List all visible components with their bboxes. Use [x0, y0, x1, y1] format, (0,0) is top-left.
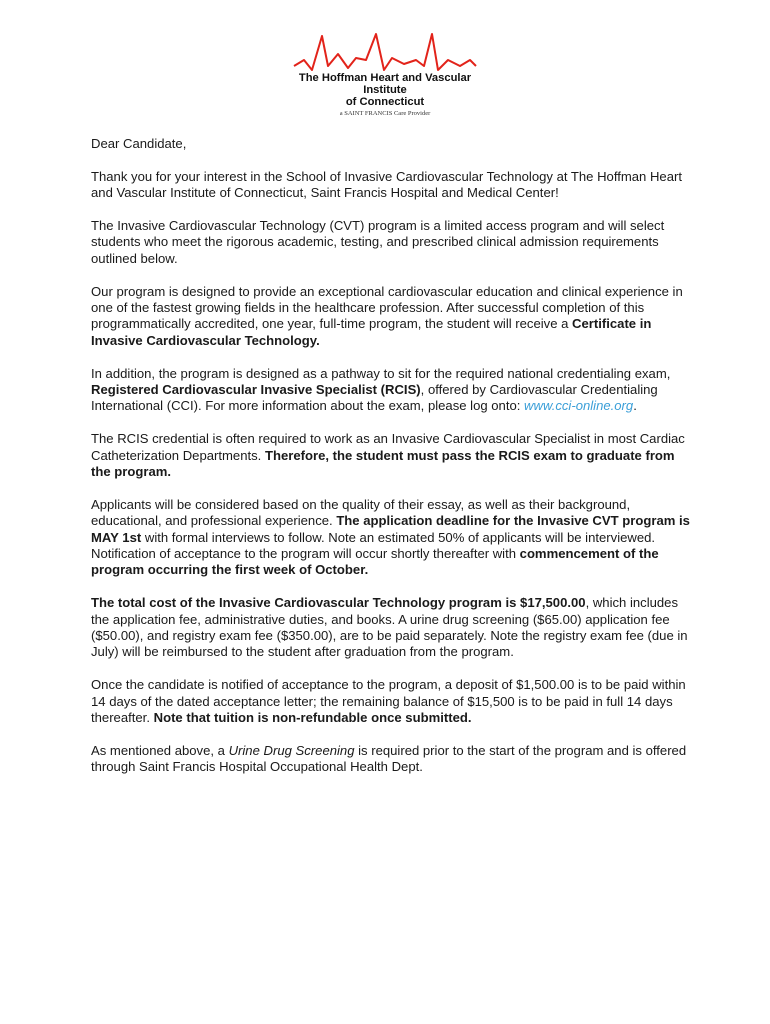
paragraph-deposit: Once the candidate is notified of acceptance to the program, a deposit of $1,500.00 is to be paid within 14 days of the dated acceptance letter; the remaining balance of $15,500 is to be paid in full 14 days thereafter. Note that tuition is non-refundable once submitted. [91, 677, 686, 726]
paragraph-cost: The total cost of the Invasive Cardiovascular Technology program is $17,500.00, which includes the application fee, administrative duties, and books. A urine drug screening ($65.00) application fee ($50.00), and registry exam fee ($350.00), are to be paid separately. Note the registry exam fee (due in July) will be reimbursed to the student after graduation from the program. [91, 595, 688, 660]
heartbeat-wave-icon [292, 30, 478, 72]
salutation: Dear Candidate, [91, 136, 187, 151]
paragraph-rcis-requirement: The RCIS credential is often required to work as an Invasive Cardiovascular Specialist in most Cardiac Catheterization Departments. Therefore, the student must pass the RCIS exam to graduate from the program. [91, 431, 685, 480]
rcis-exam-requirement: Therefore, the student must pass the RCIS exam to graduate from the program. [91, 447, 675, 480]
letter-body [91, 136, 691, 792]
paragraph-program-access: The Invasive Cardiovascular Technology (CVT) program is a limited access program and will select students who meet the rigorous academic, testing, and prescribed clinical admission requirements outlined below. [91, 218, 665, 266]
logo-tagline: a SAINT FRANCIS Care Provider [339, 110, 431, 117]
drug-screening-term: Urine Drug Screening [228, 742, 355, 758]
institute-logo [292, 30, 478, 117]
refund-policy: Note that tuition is non-refundable once submitted. [153, 710, 472, 726]
application-deadline: The application deadline for the Invasive CVT program is MAY 1st [91, 513, 690, 545]
program-start: commencement of the program occurring the first week of October. [91, 546, 659, 578]
paragraph-credentialing: In addition, the program is designed as a pathway to sit for the required national credentialing exam, Registered Cardiovascular Invasive Specialist (RCIS), offered by Cardiovascular Credentialing International (CCI). For more information about the exam, please log onto: www.cci-online.org. [91, 365, 671, 414]
logo-name-line2: of Connecticut [345, 96, 425, 108]
total-cost: The total cost of the Invasive Cardiovascular Technology program is $17,500.00 [91, 595, 586, 611]
cci-website-link[interactable]: www.cci-online.org [524, 398, 634, 414]
certificate-title: Certificate in Invasive Cardiovascular Technology. [91, 316, 652, 348]
paragraph-intro: Thank you for your interest in the School of Invasive Cardiovascular Technology at The Hoffman Heart and Vascular Institute of Connecticut, Saint Francis Hospital and Medical Center! [91, 168, 682, 201]
paragraph-program-design: Our program is designed to provide an exceptional cardiovascular education and clinical experience in one of the fastest growing fields in the healthcare profession. After successful completion of this programmatically accredited, one year, full-time program, the student will receive a Certificate in Invasive Cardiovascular Technology. [91, 283, 683, 348]
logo-name-line1: The Hoffman Heart and Vascular Institute [298, 72, 472, 96]
paragraph-applications: Applicants will be considered based on the quality of their essay, as well as their background, educational, and professional experience. The application deadline for the Invasive CVT program is MAY 1st with formal interviews to follow. Note an estimated 50% of applicants will be interviewed. Notification of acceptance to the program will occur shortly thereafter with commencement of the program occurring the first week of October. [91, 496, 690, 578]
rcis-title: Registered Cardiovascular Invasive Specialist (RCIS) [91, 382, 421, 398]
paragraph-drug-screening: As mentioned above, a Urine Drug Screening is required prior to the start of the program and is offered through Saint Francis Hospital Occupational Health Dept. [91, 742, 687, 775]
